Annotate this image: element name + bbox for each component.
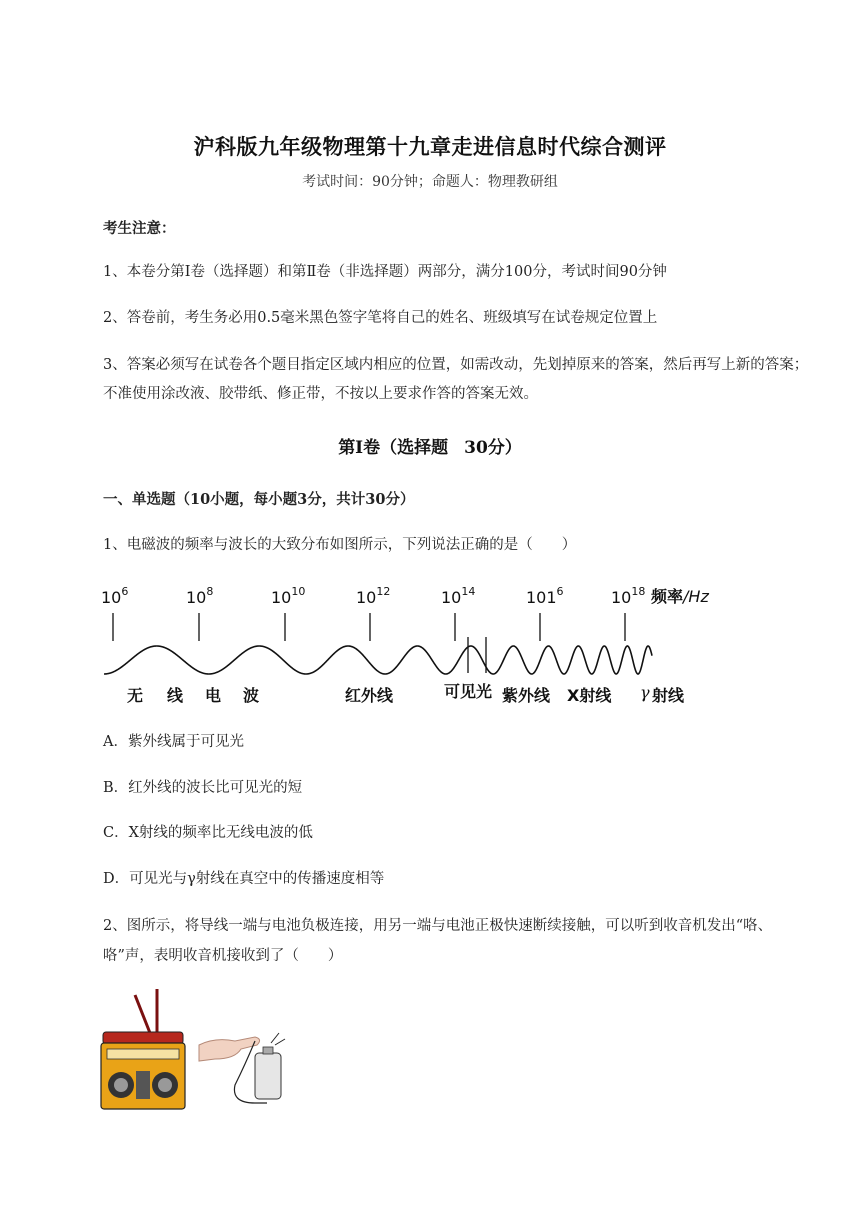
band-infrared: 红外线 — [345, 686, 394, 705]
freq-label-1e18: $10^{18}$ — [611, 585, 646, 607]
freq-label-1e10: $10^{10}$ — [271, 585, 306, 607]
notice-item-1: 1、本卷分第Ⅰ卷（选择题）和第Ⅱ卷（非选择题）两部分，满分100分，考试时间90分钟 — [103, 264, 667, 280]
notice-heading: 考生注意： — [103, 220, 176, 237]
radio-handle — [103, 1032, 183, 1044]
band-radio-1: 无 — [127, 686, 144, 705]
wave-curve — [104, 646, 652, 674]
band-ultraviolet: 紫外线 — [502, 686, 551, 705]
q1-option-a: A．紫外线属于可见光 — [103, 734, 244, 750]
freq-label-1e8: $10^8$ — [186, 585, 214, 607]
notice-item-2: 2、答卷前，考生务必用0.5毫米黑色签字笔将自己的姓名、班级填写在试卷规定位置上 — [103, 310, 658, 326]
question-1-stem: 1、电磁波的频率与波长的大致分布如图所示，下列说法正确的是（ ） — [103, 537, 577, 553]
band-radio-2: 线 — [167, 686, 184, 705]
band-gamma-symbol: γ — [640, 683, 650, 702]
tape-deck — [136, 1071, 150, 1099]
spark-icon — [271, 1033, 279, 1043]
hand-icon — [199, 1037, 260, 1061]
q1-option-c: C．X射线的频率比无线电波的低 — [103, 825, 313, 841]
band-visible: 可见光 — [444, 682, 493, 701]
antenna-left — [135, 995, 150, 1033]
band-xray: X射线 — [567, 686, 612, 705]
freq-label-1e16: $101^6$ — [526, 585, 564, 607]
freq-label-1e6: $10^6$ — [101, 585, 129, 607]
page-title: 沪科版九年级物理第十九章走进信息时代综合测评 — [193, 134, 667, 159]
freq-axis-label: 频率/Hz — [651, 587, 709, 606]
notice-item-3: 3、答案必须写在试卷各个题目指定区域内相应的位置，如需改动，先划掉原来的答案，然后再写上新的答案；不准使用涂改液、胶带纸、修正带，不按以上要求作答的答案无效。 — [103, 357, 809, 402]
battery-icon — [255, 1053, 281, 1099]
band-radio-4: 波 — [243, 686, 260, 705]
question-2-stem: 2、图所示，将导线一端与电池负极连接，用另一端与电池正极快速断续接触，可以听到收音机发出“咯、咯”声，表明收音机接收到了（ ） — [103, 918, 773, 964]
q1-option-b: B．红外线的波长比可见光的短 — [103, 780, 303, 796]
page-subtitle: 考试时间：90分钟；命题人：物理教研组 — [302, 174, 558, 190]
q1-option-d: D．可见光与γ射线在真空中的传播速度相等 — [103, 871, 385, 887]
part-heading: 一、单选题（10小题，每小题3分，共计30分） — [103, 491, 415, 508]
section-title — [0, 433, 860, 458]
band-gamma-label: 射线 — [652, 686, 685, 705]
freq-label-1e14: $10^{14}$ — [441, 585, 476, 607]
band-radio-3: 电 — [205, 686, 222, 705]
spectrum-figure — [0, 575, 860, 715]
section-score: 30分） — [464, 438, 522, 458]
radio-battery-illustration — [95, 985, 295, 1115]
section-title-text: 第Ⅰ卷（选择题 — [338, 438, 449, 458]
freq-label-1e12: $10^{12}$ — [356, 585, 391, 607]
radio-dial — [107, 1049, 179, 1059]
